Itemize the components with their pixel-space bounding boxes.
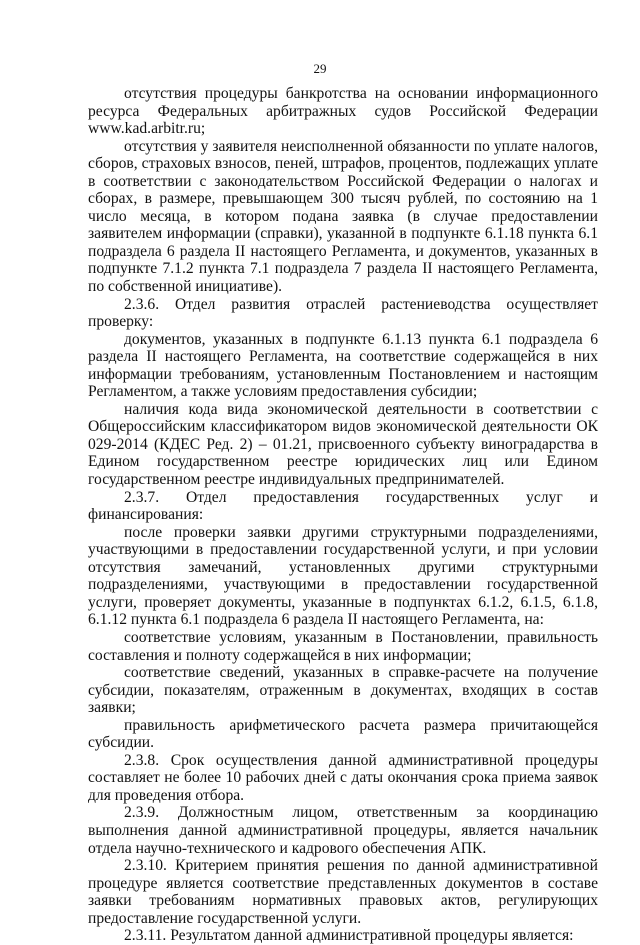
paragraph-documents-check: документов, указанных в подпункте 6.1.13 пункта 6.1 подраздела 6 раздела II настоящего Регламента, на соответствие содержащейся в них информации требованиям, установленным Постановлением и настоящим Регламентом, а также условиям предоставления субсидии; (88, 330, 598, 401)
paragraph-2-3-8: 2.3.8. Срок осуществления данной административной процедуры составляет не более 10 рабочих дней с даты окончания срока приема заявок для проведения отбора. (88, 751, 598, 804)
paragraph-2-3-9: 2.3.9. Должностным лицом, ответственным за координацию выполнения данной административной процедуры, является начальник отдела научно-технического и кадрового обеспечения АПК. (88, 804, 598, 857)
paragraph-tax-debt-check: отсутствия у заявителя неисполненной обязанности по уплате налогов, сборов, страховых взносов, пеней, штрафов, процентов, подлежащих уплате в соответствии с законодательством Российской Федерации о налогах и сборах, в размере, превышающем 300 тысяч рублей, по состоянию на 1 число месяца, в котором подана заявка (в случае предоставлении заявителем информации (справки), указанной в подпункте 6.1.18 пункта 6.1 подраздела 6 раздела II настоящего Регламента, и документов, указанных в подпункте 7.1.2 пункта 7.1 подраздела 7 раздела II настоящего Регламента, по собственной инициативе). (88, 137, 598, 296)
document-body (88, 85, 598, 945)
page-number: 29 (313, 61, 327, 76)
paragraph-after-review: после проверки заявки другими структурными подразделениями, участвующими в предоставлении государственной услуги, и при условии отсутствия замечаний, установленных другими структурными подразделениями, участвующими в предоставлении государственной услуги, проверяет документы, указанные в подпунктах 6.1.2, 6.1.5, 6.1.8, 6.1.12 пункта 6.1 подраздела 6 раздела II настоящего Регламента, на: (88, 523, 598, 629)
paragraph-data-compliance: соответствие сведений, указанных в справке-расчете на получение субсидии, показателям, отраженным в документах, входящих в состав заявки; (88, 664, 598, 717)
paragraph-2-3-10: 2.3.10. Критерием принятия решения по данной административной процедуре является соответствие представленных документов в составе заявки требованиям нормативных правовых актов, регулирующих предоставление государственной услуги. (88, 857, 598, 927)
paragraph-bankruptcy-check: отсутствия процедуры банкротства на основании информационного ресурса Федеральных арбитражных судов Российской Федерации www.kad.arbitr.ru; (88, 85, 598, 138)
paragraph-conditions-compliance: соответствие условиям, указанным в Постановлении, правильность составления и полноту содержащейся в них информации; (88, 628, 598, 664)
paragraph-2-3-6: 2.3.6. Отдел развития отраслей растениеводства осуществляет проверку: (88, 295, 598, 331)
paragraph-2-3-11: 2.3.11. Результатом данной административной процедуры является: (124, 927, 574, 945)
paragraph-2-3-7: 2.3.7. Отдел предоставления государственных услуг и финансирования: (88, 488, 598, 524)
paragraph-okved-check: наличия кода вида экономической деятельности в соответствии с Общероссийским классификатором видов экономической деятельности ОК 029-2014 (КДЕС Ред. 2) – 01.21, присвоенного субъекту виноградарства в Едином государственном реестре юридических лиц или Едином государственном реестре индивидуальных предпринимателей. (88, 400, 598, 489)
paragraph-arithmetic-check: правильность арифметического расчета размера причитающейся субсидии. (88, 716, 598, 752)
